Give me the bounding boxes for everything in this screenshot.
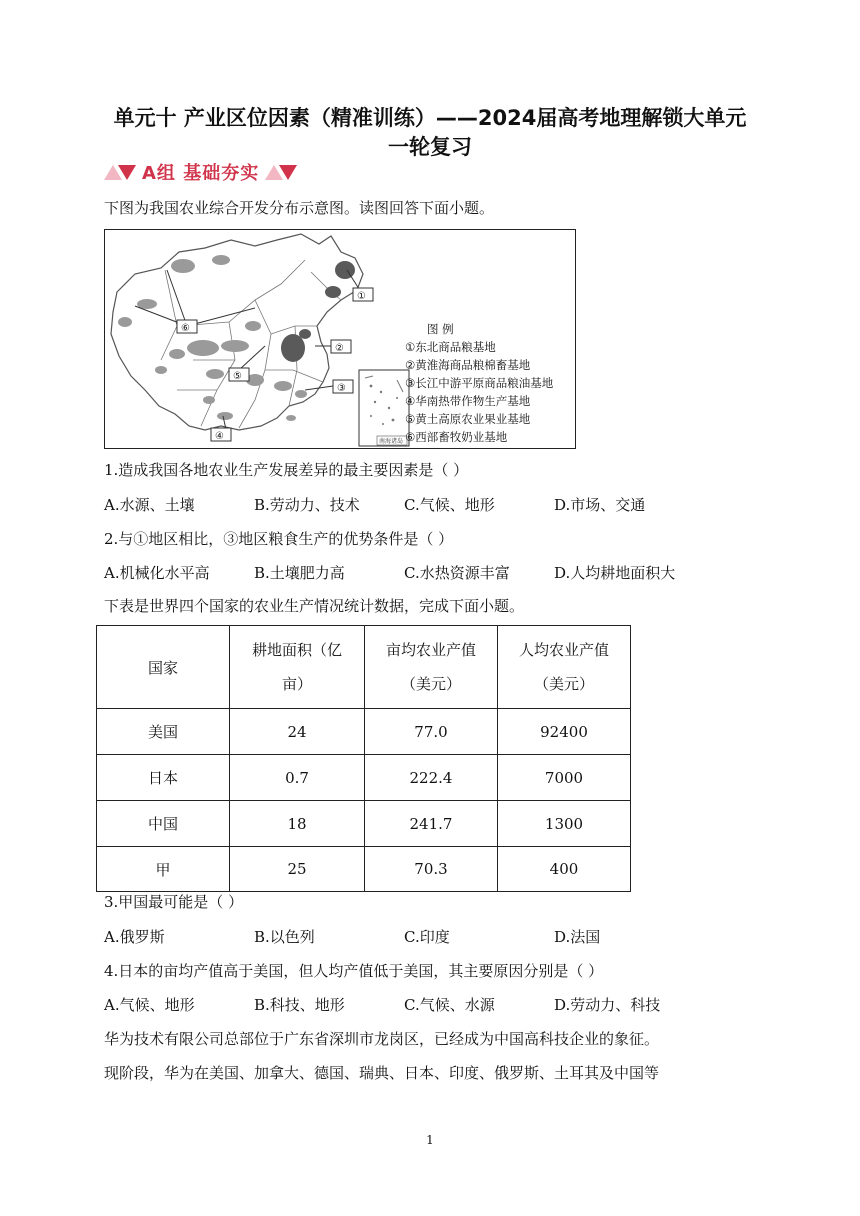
paragraph-line: 现阶段，华为在美国、加拿大、德国、瑞典、日本、印度、俄罗斯、土耳其及中国等: [104, 1064, 660, 1082]
section-label: A组 基础夯实: [142, 163, 260, 184]
marker-2: ②: [335, 343, 344, 354]
option-b: B.以色列: [254, 928, 315, 946]
inset-label: 南海诸岛: [379, 438, 404, 445]
option-c: C.气候、地形: [404, 496, 495, 514]
page-title-continued: 一轮复习: [388, 135, 472, 159]
question-3-stem: 3.甲国最可能是（ ）: [104, 893, 244, 911]
legend-item: ③长江中游平原商品粮油基地: [405, 376, 554, 390]
header-cell: 亩均农业产值 （美元）: [365, 626, 498, 709]
table-cell: 92400: [498, 709, 631, 755]
table-cell: 24: [230, 709, 365, 755]
table-cell: 1300: [498, 801, 631, 847]
legend-title: 图 例: [427, 322, 454, 336]
legend-item: ⑤黄土高原农业果业基地: [405, 412, 531, 426]
table-cell: 70.3: [365, 847, 498, 892]
table-cell: 25: [230, 847, 365, 892]
question-4-stem: 4.日本的亩均产值高于美国，但人均产值低于美国，其主要原因分别是（ ）: [104, 962, 604, 980]
option-c: C.印度: [404, 928, 450, 946]
table-row: [97, 709, 631, 755]
option-d: D.劳动力、科技: [554, 996, 661, 1014]
marker-5: ⑤: [233, 371, 242, 382]
intro-text-table: 下表是世界四个国家的农业生产情况统计数据，完成下面小题。: [104, 597, 525, 615]
option-d: D.人均耕地面积大: [554, 564, 676, 582]
option-a: A.机械化水平高: [104, 564, 210, 582]
header-cell: 耕地面积（亿 亩）: [230, 626, 365, 709]
agriculture-data-table: [96, 625, 631, 892]
table-row: [97, 755, 631, 801]
legend-item: ①东北商品粮基地: [405, 340, 496, 354]
section-header: [104, 160, 297, 184]
south-china-sea-inset: [359, 370, 409, 446]
option-d: D.法国: [554, 928, 601, 946]
table-cell: 77.0: [365, 709, 498, 755]
table-cell: 18: [230, 801, 365, 847]
table-cell: 美国: [97, 709, 230, 755]
table-row: [97, 801, 631, 847]
option-b: B.劳动力、技术: [254, 496, 360, 514]
table-cell: 241.7: [365, 801, 498, 847]
page-number: 1: [426, 1133, 434, 1147]
question-3-options: [0, 926, 860, 948]
header-cell: 人均农业产值 （美元）: [498, 626, 631, 709]
option-b: B.土壤肥力高: [254, 564, 345, 582]
china-agriculture-map: [104, 229, 576, 449]
marker-1: ①: [357, 291, 366, 302]
legend-item: ④华南热带作物生产基地: [405, 394, 531, 408]
table-cell: 7000: [498, 755, 631, 801]
question-4-options: [0, 994, 860, 1016]
legend-item: ⑥西部畜牧奶业基地: [405, 430, 508, 444]
option-d: D.市场、交通: [554, 496, 646, 514]
header-cell: 国家: [97, 626, 230, 709]
triangle-down-icon: [118, 165, 136, 180]
table-row: [97, 847, 631, 892]
option-a: A.气候、地形: [104, 996, 195, 1014]
triangle-down-icon: [279, 165, 297, 180]
question-1-options: [0, 494, 860, 516]
table-header-row: [97, 626, 631, 709]
marker-6: ⑥: [181, 323, 190, 334]
paragraph-line: 华为技术有限公司总部位于广东省深圳市龙岗区，已经成为中国高科技企业的象征。: [104, 1030, 660, 1048]
table-cell: 日本: [97, 755, 230, 801]
option-c: C.气候、水源: [404, 996, 495, 1014]
table-cell: 0.7: [230, 755, 365, 801]
table-cell: 400: [498, 847, 631, 892]
table-cell: 222.4: [365, 755, 498, 801]
option-a: A.水源、土壤: [104, 496, 195, 514]
marker-4: ④: [215, 431, 224, 442]
legend-item: ②黄淮海商品粮棉畜基地: [405, 358, 531, 372]
option-b: B.科技、地形: [254, 996, 345, 1014]
option-a: A.俄罗斯: [104, 928, 165, 946]
question-2-options: [0, 562, 860, 584]
table-cell: 甲: [97, 847, 230, 892]
marker-3: ③: [337, 383, 346, 394]
page-title: 单元十 产业区位因素（精准训练）——2024届高考地理解锁大单元: [113, 106, 747, 130]
table-cell: 中国: [97, 801, 230, 847]
question-1-stem: 1.造成我国各地农业生产发展差异的最主要因素是（ ）: [104, 461, 469, 479]
option-c: C.水热资源丰富: [404, 564, 510, 582]
china-outline: [111, 234, 363, 430]
question-2-stem: 2.与①地区相比，③地区粮食生产的优势条件是（ ）: [104, 530, 454, 548]
intro-text: 下图为我国农业综合开发分布示意图。读图回答下面小题。: [104, 199, 495, 217]
